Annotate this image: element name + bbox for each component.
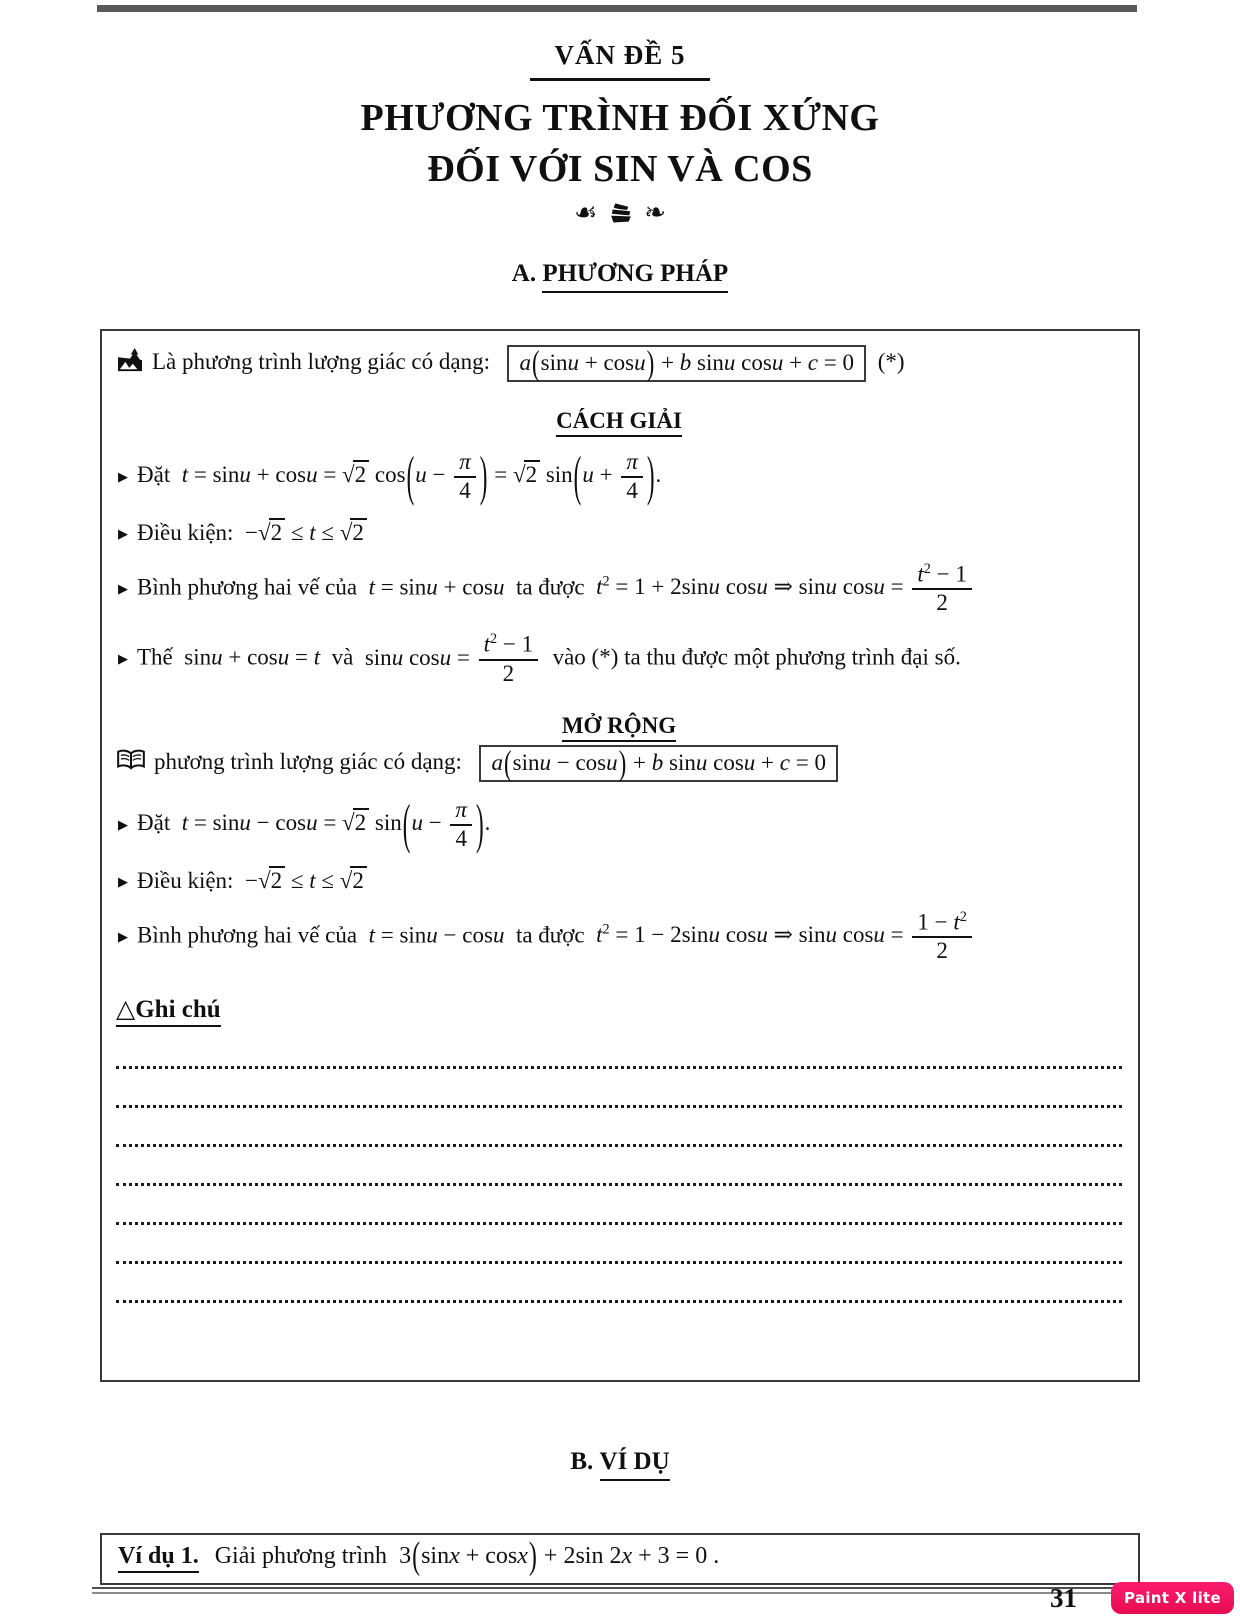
notes-heading (116, 994, 1122, 1024)
footer-rule (92, 1587, 1146, 1594)
note-line (116, 1264, 1122, 1303)
note-lines (116, 1030, 1122, 1303)
book-stack-icon (606, 200, 636, 225)
note-line (116, 1186, 1122, 1225)
method-step: ▶ Điều kiện: −√2 ≤ t ≤ √2 (116, 868, 1122, 894)
section-a-label: PHƯƠNG PHÁP (542, 260, 728, 293)
problem-number-heading: VẤN ĐỀ 5 (530, 40, 709, 81)
ornament (0, 198, 1240, 226)
triangle-bullet-icon: ▶ (118, 651, 128, 667)
extension-heading: MỞ RỘNG (116, 713, 1122, 739)
note-line (116, 1108, 1122, 1147)
section-b-label: VÍ DỤ (600, 1448, 670, 1481)
example-box (100, 1533, 1140, 1585)
open-book-icon (116, 749, 146, 777)
method-step: ▶ Điều kiện: −√2 ≤ t ≤ √2 (116, 520, 1122, 546)
solve-heading: CÁCH GIẢI (116, 408, 1122, 434)
extension-steps (116, 793, 1122, 964)
landscape-icon (116, 348, 144, 378)
method-step: ▶ Bình phương hai vế của t = sinu − cosu ta được $t^2 = 1 - 2\sin u$ cosu ⇒ sinu cosu = $\frac{1 - t^2}{2}$ (116, 910, 1122, 964)
method-intro-text: Là phương trình lượng giác có dạng: a(sinu + cosu) + b sinu cosu + c = 0 (*) (152, 344, 905, 383)
page-number: 31 (1050, 1582, 1078, 1613)
extension-intro-row (116, 745, 1122, 783)
footer (1050, 1582, 1234, 1614)
boxed-formula: a(sinu + cosu) + b sinu cosu + c = 0 (507, 345, 866, 383)
triangle-bullet-icon: ▶ (118, 581, 128, 597)
note-line (116, 1069, 1122, 1108)
example-label: Ví dụ 1. (118, 1543, 199, 1573)
section-a-heading (0, 260, 1240, 293)
extension-intro-text: phương trình lượng giác có dạng: a(sinu − cosu) + b sinu cosu + c = 0 (154, 749, 844, 774)
top-rule (97, 5, 1137, 12)
section-b-heading (0, 1448, 1240, 1481)
triangle-bullet-icon: ▶ (118, 527, 128, 543)
method-step: ▶ Thế sinu + cosu = t và sinu cosu = $\frac{t^2 - 1}{2}$ vào (*) ta thu được một phương trình đại số. (118, 631, 961, 686)
method-step: ▶ Đặt t = sinu + cosu = √2 cos(u − $\frac{\pi}{4}$ ) = √2 sin(u + $\frac{\pi}{4}$ ). (118, 445, 662, 506)
method-step: ▶ Đặt t = sinu − cosu = √2 sin(u − $\frac{\pi}{4}$ ). (118, 793, 491, 854)
example-text: Giải phương trình 3(sinx + cosx) + 2sin 2x + 3 = 0 . (214, 1535, 720, 1578)
page-title-line2: ĐỐI VỚI SIN VÀ COS (427, 148, 813, 191)
method-step: ▶ Bình phương hai vế của t = sinu + cosu ta được $t^2 = 1 + 2\sin u$ cosu ⇒ sinu cosu = $\frac{t^2 - 1}{2}$ (116, 562, 1122, 616)
boxed-formula: a(sinu − cosu) + b sinu cosu + c = 0 (479, 745, 838, 783)
triangle-bullet-icon: ▶ (118, 929, 128, 945)
note-line (116, 1225, 1122, 1264)
page-title (0, 93, 1240, 196)
notes-label: Ghi chú (135, 996, 221, 1024)
note-line (116, 1030, 1122, 1069)
fleuron-left-icon: ☙ (573, 197, 598, 227)
watermark-badge: Paint X lite (1111, 1582, 1234, 1614)
fleuron-right-icon: ❧ (644, 197, 667, 227)
solve-steps (116, 445, 1122, 686)
note-line (116, 1147, 1122, 1186)
triangle-bullet-icon: ▶ (118, 469, 128, 485)
section-a-prefix: A. (511, 259, 537, 287)
section-b-prefix: B. (570, 1447, 594, 1475)
method-box (100, 329, 1140, 1382)
triangle-bullet-icon: ▶ (118, 875, 128, 891)
page-title-line1: PHƯƠNG TRÌNH ĐỐI XỨNG (360, 97, 880, 139)
triangle-icon: △ (116, 996, 136, 1024)
triangle-bullet-icon: ▶ (118, 817, 128, 833)
method-intro-row (116, 345, 1122, 383)
